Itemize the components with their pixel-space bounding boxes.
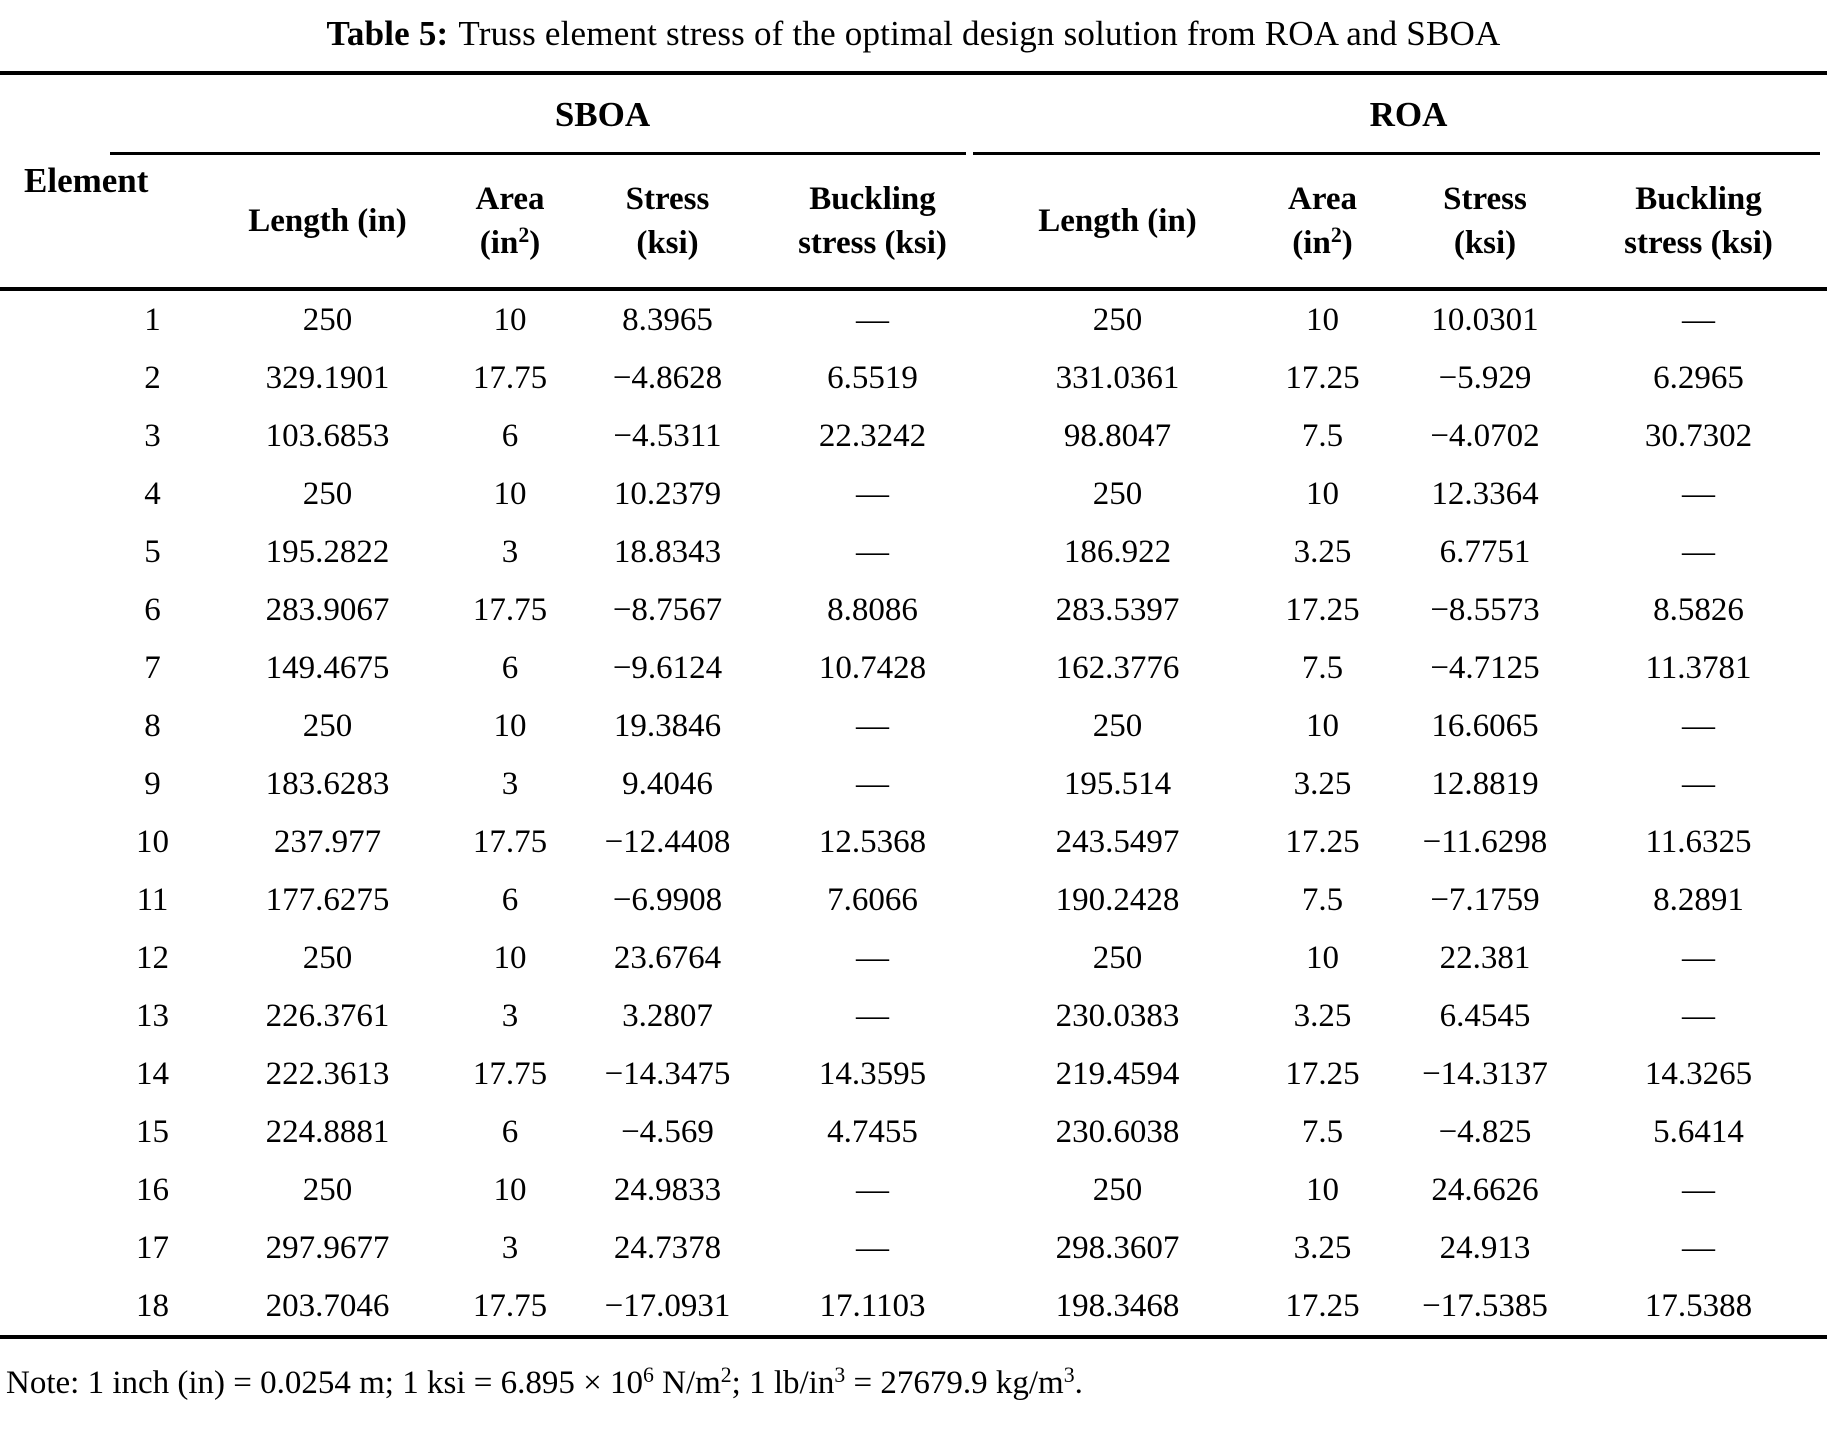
table-row	[0, 929, 1827, 987]
element-number-cell: 12	[136, 940, 169, 976]
element-number-cell: 10	[136, 824, 169, 860]
value-cell: 6	[501, 1114, 519, 1150]
table-row	[0, 523, 1827, 581]
value-cell: −4.0702	[1430, 418, 1540, 454]
table-row	[0, 871, 1827, 929]
table-row	[0, 1161, 1827, 1219]
value-cell: 5.6414	[1653, 1114, 1744, 1150]
value-cell: 6	[501, 650, 519, 686]
value-cell: 3.25	[1293, 766, 1352, 802]
value-cell: 17.75	[472, 592, 548, 628]
value-cell: 17.5388	[1644, 1288, 1753, 1324]
value-cell: 10.7428	[818, 650, 927, 686]
table-row	[0, 639, 1827, 697]
value-cell: —	[856, 1230, 889, 1266]
element-number-cell: 18	[136, 1288, 169, 1324]
value-cell: —	[856, 1172, 889, 1208]
value-cell: 10.0301	[1431, 302, 1539, 338]
element-number-cell: 4	[144, 476, 161, 512]
value-cell: 10	[493, 302, 527, 338]
value-cell: −12.4408	[604, 824, 731, 860]
col-header-stress-line1: Stress	[625, 181, 710, 217]
value-cell: 17.75	[472, 1056, 548, 1092]
value-cell: −5.929	[1438, 360, 1532, 396]
value-cell: 8.8086	[827, 592, 918, 628]
value-cell: −14.3137	[1422, 1056, 1548, 1092]
value-cell: −8.7567	[612, 592, 723, 628]
value-cell: 3	[501, 1230, 519, 1266]
element-number-cell: 13	[136, 998, 169, 1034]
value-cell: 283.9067	[265, 592, 390, 628]
col-header-length-roa: Length (in)	[990, 155, 1245, 291]
value-cell: −4.8628	[612, 360, 723, 396]
value-cell: 11.6325	[1645, 824, 1752, 860]
table-caption	[0, 0, 1827, 71]
value-cell: 297.9677	[265, 1230, 390, 1266]
col-header-buckling-sboa	[755, 155, 990, 291]
value-cell: −4.5311	[613, 418, 722, 454]
value-cell: 24.7378	[613, 1230, 722, 1266]
value-cell: 7.5	[1301, 418, 1344, 454]
value-cell: 10	[1306, 940, 1339, 976]
value-cell: −9.6124	[612, 650, 723, 686]
sub-header-row	[0, 155, 1827, 291]
element-number-cell: 17	[136, 1230, 169, 1266]
value-cell: 250	[1092, 1172, 1143, 1208]
col-header-stress-line1: Stress	[1443, 181, 1527, 217]
value-cell: 17.1103	[819, 1288, 926, 1324]
value-cell: 183.6283	[265, 766, 390, 802]
element-number-cell: 2	[144, 360, 161, 396]
table-row	[0, 581, 1827, 639]
table-row	[0, 291, 1827, 349]
value-cell: —	[1682, 302, 1716, 338]
value-cell: 14.3265	[1644, 1056, 1753, 1092]
group-header-sboa: SBOA	[215, 75, 990, 155]
value-cell: 17.25	[1285, 1288, 1360, 1324]
value-cell: 22.381	[1439, 940, 1531, 976]
value-cell: 6	[501, 882, 519, 918]
value-cell: 331.0361	[1055, 360, 1180, 396]
table-caption-label: Table 5:	[326, 14, 449, 53]
value-cell: 250	[302, 1172, 353, 1208]
value-cell: 10	[493, 940, 527, 976]
value-cell: —	[1682, 1172, 1716, 1208]
table-row	[0, 813, 1827, 871]
value-cell: 7.6066	[827, 882, 918, 918]
value-cell: −4.7125	[1430, 650, 1540, 686]
value-cell: 8.5826	[1653, 592, 1744, 628]
value-cell: 222.3613	[265, 1056, 390, 1092]
element-number-cell: 3	[144, 418, 161, 454]
table-row	[0, 1045, 1827, 1103]
value-cell: −6.9908	[612, 882, 723, 918]
table-row	[0, 1103, 1827, 1161]
value-cell: —	[1682, 476, 1716, 512]
value-cell: —	[1682, 534, 1716, 570]
col-header-stress-sboa	[580, 155, 755, 291]
element-number-cell: 9	[144, 766, 161, 802]
element-number-cell: 6	[144, 592, 161, 628]
value-cell: —	[856, 302, 889, 338]
value-cell: 17.25	[1285, 1056, 1360, 1092]
value-cell: 17.75	[472, 360, 548, 396]
value-cell: −17.0931	[604, 1288, 731, 1324]
value-cell: −17.5385	[1422, 1288, 1548, 1324]
value-cell: 9.4046	[622, 766, 713, 802]
value-cell: 149.4675	[265, 650, 390, 686]
value-cell: 17.25	[1285, 360, 1360, 396]
value-cell: —	[856, 476, 889, 512]
col-header-buckling-line2: stress (ksi)	[1624, 225, 1773, 261]
value-cell: 226.3761	[265, 998, 390, 1034]
col-header-area-line2: $(in^2)$	[1292, 223, 1353, 261]
value-cell: —	[1682, 708, 1716, 744]
value-cell: 10	[1306, 476, 1339, 512]
value-cell: 250	[302, 940, 353, 976]
value-cell: 14.3595	[818, 1056, 927, 1092]
value-cell: 298.3607	[1055, 1230, 1180, 1266]
value-cell: −14.3475	[604, 1056, 731, 1092]
value-cell: 10	[1306, 302, 1339, 338]
value-cell: 10.2379	[613, 476, 722, 512]
col-header-buckling-roa	[1570, 155, 1827, 291]
value-cell: 224.8881	[265, 1114, 390, 1150]
value-cell: 12.5368	[818, 824, 927, 860]
truss-stress-table	[0, 71, 1827, 1339]
col-header-length-sboa: Length (in)	[215, 155, 440, 291]
value-cell: 195.2822	[265, 534, 390, 570]
value-cell: 3	[501, 998, 519, 1034]
value-cell: 3.25	[1293, 534, 1352, 570]
value-cell: 98.8047	[1063, 418, 1172, 454]
value-cell: 6.5519	[827, 360, 918, 396]
value-cell: 24.9833	[613, 1172, 722, 1208]
value-cell: 3.25	[1293, 998, 1352, 1034]
value-cell: 16.6065	[1431, 708, 1539, 744]
col-header-stress-line2: (ksi)	[636, 225, 699, 261]
value-cell: 18.8343	[613, 534, 722, 570]
value-cell: 186.922	[1063, 534, 1172, 570]
group-header-row	[0, 75, 1827, 155]
value-cell: −4.825	[1438, 1114, 1532, 1150]
value-cell: 3.25	[1293, 1230, 1352, 1266]
table-caption-text: Truss element stress of the optimal design solution from ROA and SBOA	[458, 14, 1501, 53]
value-cell: 219.4594	[1055, 1056, 1180, 1092]
value-cell: 11.3781	[1645, 650, 1752, 686]
element-number-cell: 14	[136, 1056, 169, 1092]
table-row	[0, 1219, 1827, 1277]
value-cell: 250	[1092, 708, 1143, 744]
element-number-cell: 7	[144, 650, 161, 686]
value-cell: —	[856, 534, 889, 570]
value-cell: 12.8819	[1431, 766, 1539, 802]
value-cell: 17.75	[472, 824, 548, 860]
value-cell: —	[856, 766, 889, 802]
col-header-area-line1: Area	[1287, 181, 1358, 217]
value-cell: 8.3965	[622, 302, 713, 338]
value-cell: 198.3468	[1055, 1288, 1180, 1324]
value-cell: 103.6853	[265, 418, 390, 454]
value-cell: 7.5	[1301, 1114, 1344, 1150]
value-cell: —	[1682, 1230, 1716, 1266]
value-cell: 230.6038	[1055, 1114, 1180, 1150]
col-header-element: Element	[0, 75, 215, 291]
group-header-roa: ROA	[990, 75, 1827, 155]
value-cell: 195.514	[1063, 766, 1172, 802]
table-row	[0, 1277, 1827, 1335]
col-header-buckling-line2: stress (ksi)	[798, 225, 947, 261]
value-cell: —	[1682, 998, 1716, 1034]
value-cell: 8.2891	[1653, 882, 1744, 918]
value-cell: 203.7046	[265, 1288, 390, 1324]
value-cell: 230.0383	[1055, 998, 1180, 1034]
col-header-buckling-line1: Buckling	[809, 181, 936, 217]
element-number-cell: 15	[136, 1114, 169, 1150]
value-cell: 24.6626	[1431, 1172, 1539, 1208]
value-cell: −4.569	[621, 1114, 714, 1150]
element-number-cell: 16	[136, 1172, 169, 1208]
value-cell: 3	[501, 766, 519, 802]
element-number-cell: 1	[144, 302, 161, 338]
value-cell: 19.3846	[613, 708, 722, 744]
value-cell: —	[1682, 940, 1716, 976]
value-cell: 6.4545	[1439, 998, 1531, 1034]
table-row	[0, 407, 1827, 465]
element-number-cell: 8	[144, 708, 161, 744]
table-row	[0, 987, 1827, 1045]
value-cell: 10	[1306, 1172, 1339, 1208]
table-footnote: Note: 1 inch (in) = 0.0254 m; 1 ksi = $6.895 \times 10^6$ $N/m^2$; 1 $lb/in^3 = 27679.9$ $kg/m^3$.	[6, 1363, 1083, 1401]
value-cell: 6.7751	[1439, 534, 1531, 570]
value-cell: 243.5497	[1055, 824, 1180, 860]
value-cell: 10	[493, 708, 527, 744]
table-row	[0, 465, 1827, 523]
value-cell: 4.7455	[827, 1114, 918, 1150]
value-cell: 237.977	[273, 824, 382, 860]
value-cell: 250	[1092, 302, 1143, 338]
col-header-area-line2: $(in^2)$	[479, 223, 541, 261]
col-header-area-line1: Area	[475, 181, 545, 217]
value-cell: 17.75	[472, 1288, 548, 1324]
value-cell: 17.25	[1285, 824, 1360, 860]
value-cell: —	[856, 708, 889, 744]
table-row	[0, 349, 1827, 407]
value-cell: —	[856, 998, 889, 1034]
value-cell: 7.5	[1301, 882, 1344, 918]
value-cell: 250	[302, 476, 353, 512]
value-cell: 10	[1306, 708, 1339, 744]
value-cell: 6.2965	[1653, 360, 1744, 396]
value-cell: −11.6298	[1422, 824, 1548, 860]
col-header-area-roa	[1245, 155, 1400, 291]
value-cell: 162.3776	[1055, 650, 1180, 686]
value-cell: 250	[1092, 940, 1143, 976]
value-cell: 30.7302	[1644, 418, 1753, 454]
value-cell: 12.3364	[1431, 476, 1539, 512]
value-cell: 177.6275	[265, 882, 390, 918]
value-cell: 283.5397	[1055, 592, 1180, 628]
value-cell: —	[1682, 766, 1716, 802]
value-cell: 250	[302, 302, 353, 338]
value-cell: −8.5573	[1430, 592, 1540, 628]
table-row	[0, 755, 1827, 813]
element-number-cell: 5	[144, 534, 161, 570]
value-cell: —	[856, 940, 889, 976]
col-header-buckling-line1: Buckling	[1635, 181, 1762, 217]
value-cell: 3.2807	[622, 998, 713, 1034]
value-cell: 250	[1092, 476, 1143, 512]
col-header-stress-roa	[1400, 155, 1570, 291]
value-cell: 22.3242	[818, 418, 927, 454]
value-cell: 7.5	[1301, 650, 1344, 686]
value-cell: 250	[302, 708, 353, 744]
value-cell: 190.2428	[1055, 882, 1180, 918]
value-cell: 24.913	[1439, 1230, 1531, 1266]
col-header-area-sboa	[440, 155, 580, 291]
element-number-cell: 11	[136, 882, 169, 918]
value-cell: −7.1759	[1430, 882, 1540, 918]
value-cell: 3	[501, 534, 519, 570]
value-cell: 10	[493, 1172, 527, 1208]
table-row	[0, 697, 1827, 755]
value-cell: 17.25	[1285, 592, 1360, 628]
value-cell: 329.1901	[265, 360, 390, 396]
value-cell: 10	[493, 476, 527, 512]
value-cell: 6	[501, 418, 519, 454]
col-header-stress-line2: (ksi)	[1453, 225, 1517, 261]
value-cell: 23.6764	[613, 940, 722, 976]
